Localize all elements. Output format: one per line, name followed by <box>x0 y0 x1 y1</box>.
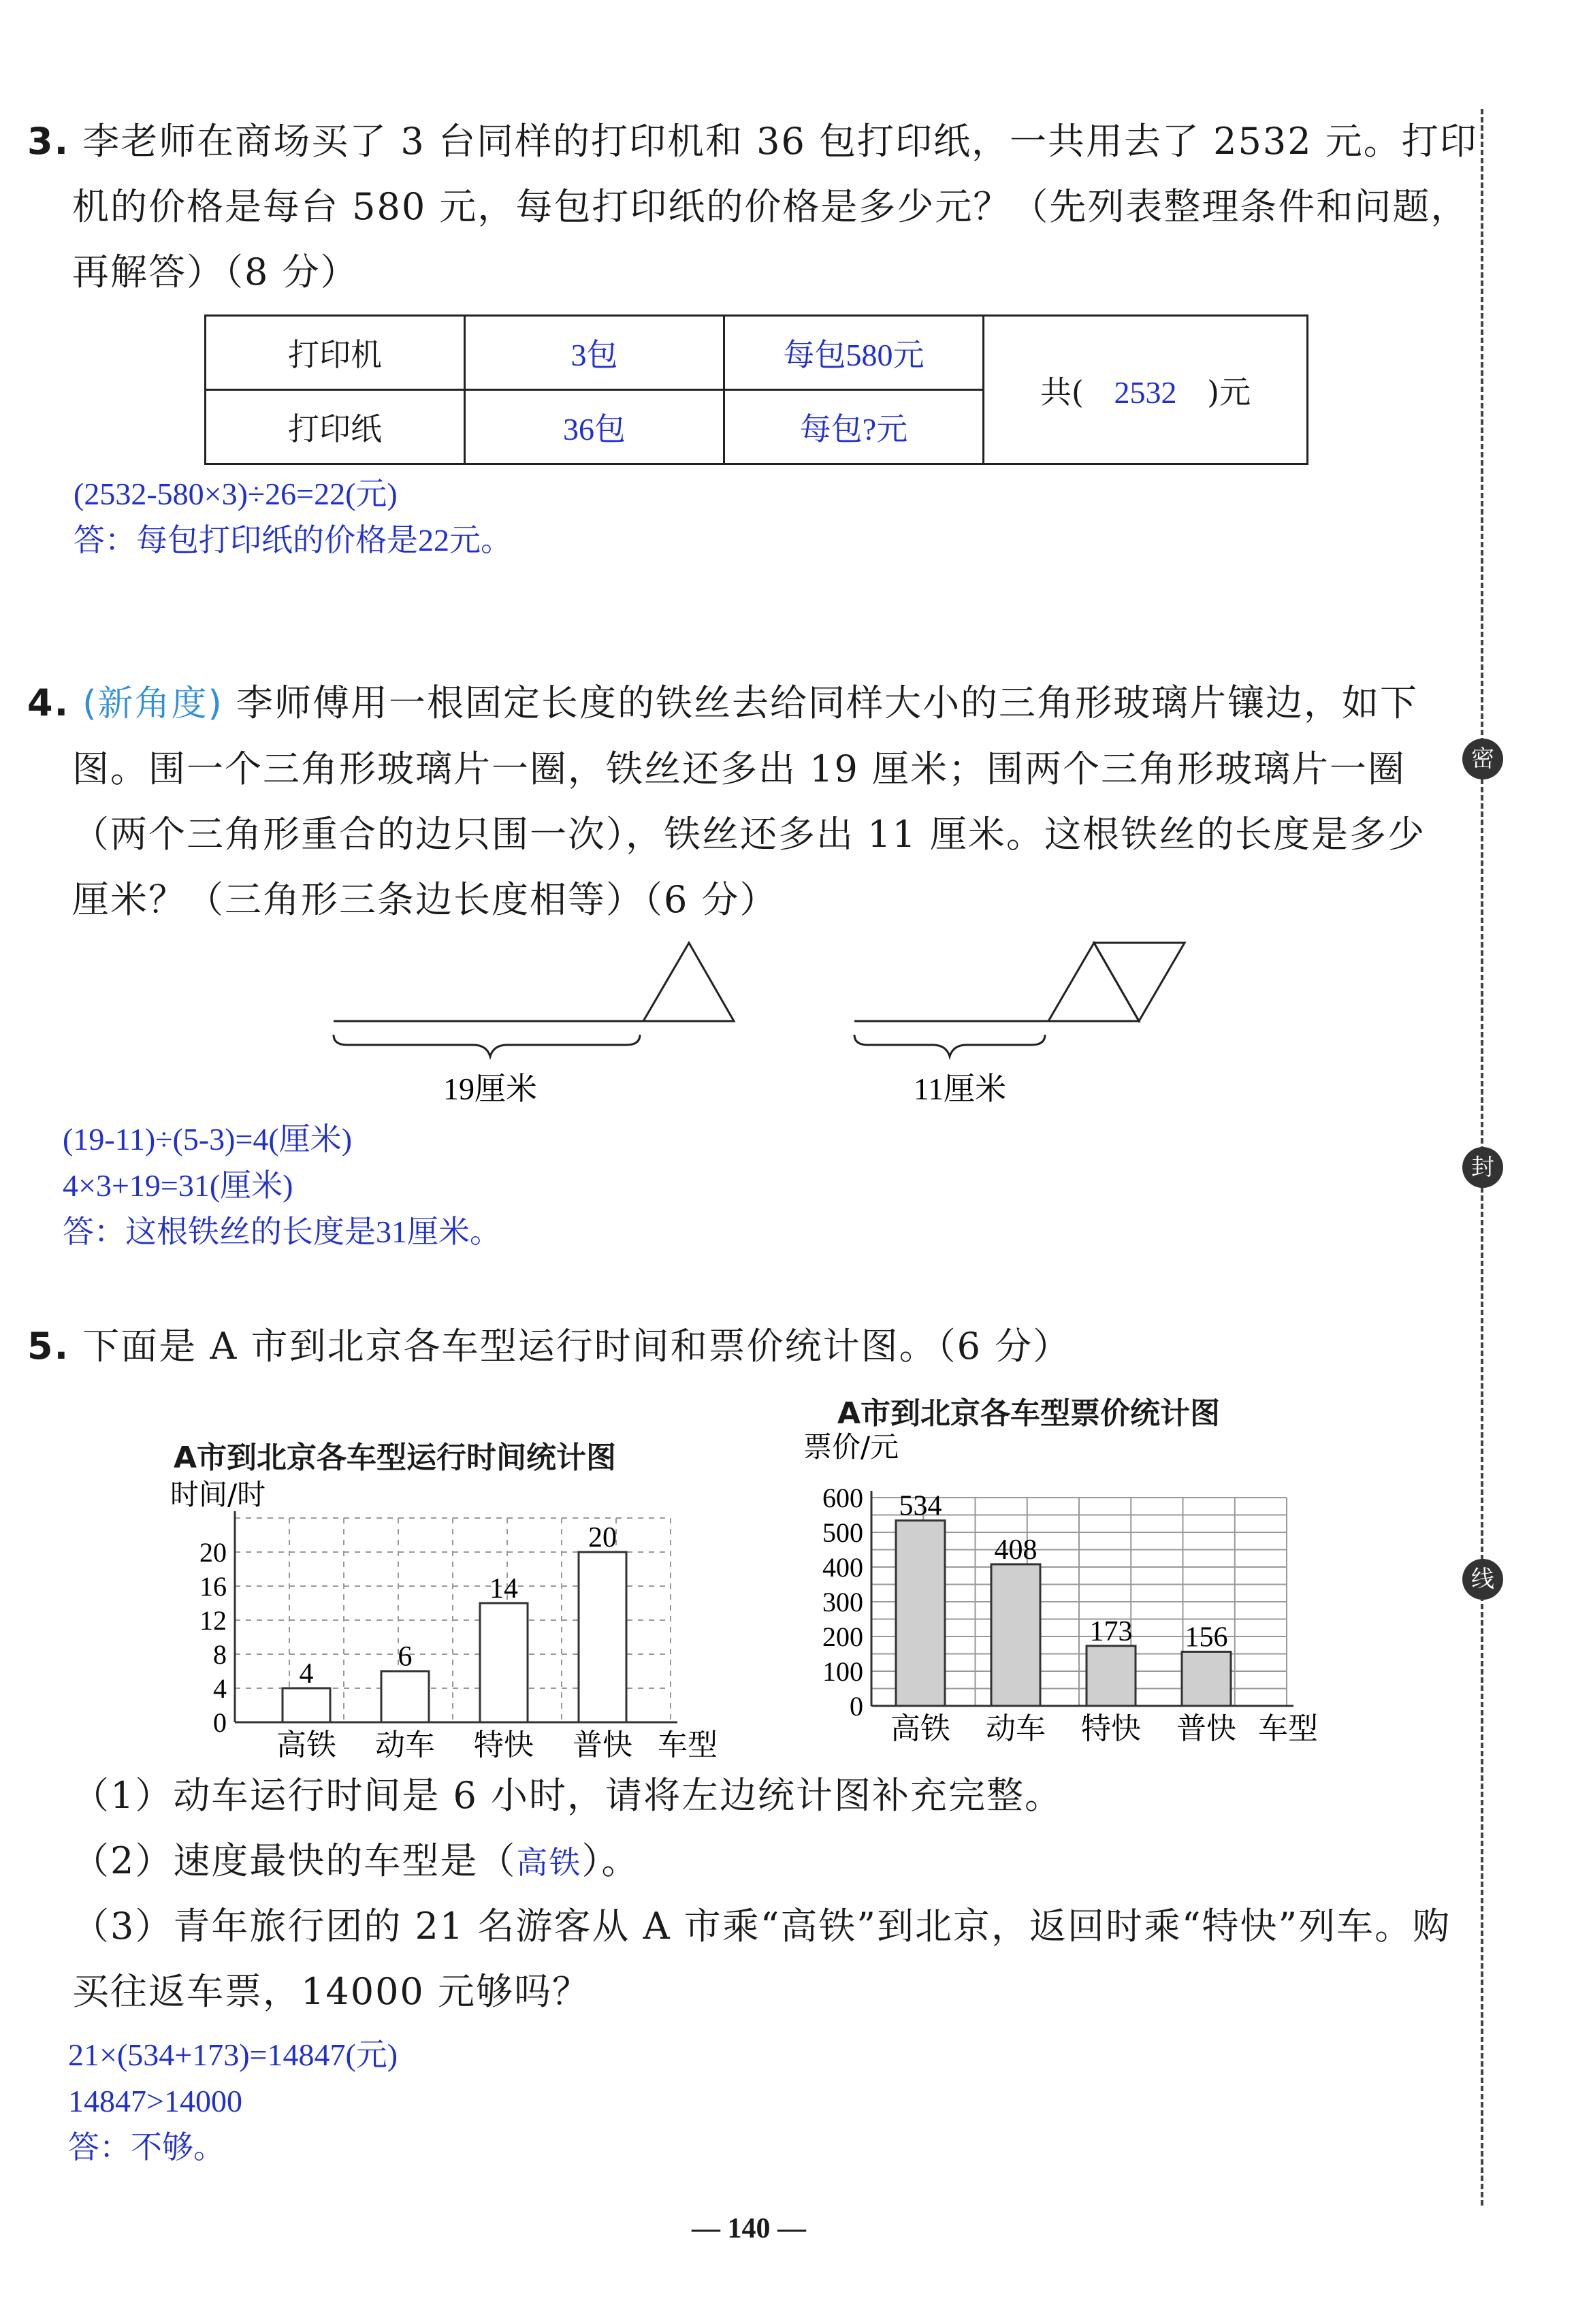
sub-question-2-prefix: （2）速度最快的车型是（ <box>72 1839 517 1882</box>
brace-left <box>334 1035 640 1056</box>
x-axis-label: 车型 <box>658 1728 718 1762</box>
y-tick-label: 300 <box>822 1587 863 1617</box>
sub-question-2-suffix: ）。 <box>581 1839 640 1882</box>
y-tick-label: 16 <box>199 1571 227 1602</box>
question-4-line-4: 厘米？（三角形三条边长度相等）（6 分） <box>72 878 778 921</box>
x-tick-label: 普快 <box>573 1728 632 1762</box>
table-cell: 打印纸 <box>206 390 465 464</box>
bar-value-label: 20 <box>588 1522 617 1553</box>
question-3-line-3: 再解答）（8 分） <box>72 251 359 293</box>
bar-value-label: 14 <box>489 1573 518 1604</box>
seal-mark-feng: 封 <box>1462 1147 1503 1188</box>
bar-value-label: 4 <box>299 1658 314 1690</box>
answer-line: 21×(534+173)=14847(元) <box>68 2037 398 2072</box>
y-tick-label: 400 <box>822 1552 863 1583</box>
x-tick-label: 普快 <box>1176 1711 1236 1746</box>
question-number: 3. <box>27 120 70 163</box>
answer-line: 14847>14000 <box>68 2084 242 2118</box>
bar <box>896 1521 945 1706</box>
answer-line: (2532-580×3)÷26=22(元) <box>74 477 398 511</box>
y-tick-label: 100 <box>822 1656 863 1687</box>
bar-value-label: 534 <box>899 1490 942 1522</box>
label-19cm: 19厘米 <box>443 1071 537 1106</box>
sub-question-3-line-2: 买往返车票，14000 元够吗？ <box>72 1970 590 2013</box>
y-tick-label: 20 <box>199 1537 227 1568</box>
y-tick-label: 600 <box>822 1483 863 1513</box>
x-tick-label: 特快 <box>474 1728 534 1762</box>
triangle-single <box>643 943 734 1021</box>
question-4 <box>27 671 1426 933</box>
condition-table <box>204 314 1308 465</box>
bar <box>579 1552 626 1722</box>
y-tick-label: 0 <box>850 1691 863 1722</box>
triangle-pair-2 <box>1094 943 1185 1021</box>
page-number: — 140 — <box>692 2213 806 2244</box>
x-axis-label: 车型 <box>1258 1711 1318 1746</box>
question-4-line-3: （两个三角形重合的边只围一次），铁丝还多出 11 厘米。这根铁丝的长度是多少 <box>72 813 1426 856</box>
x-tick-label: 高铁 <box>276 1728 336 1762</box>
bar <box>991 1564 1040 1706</box>
question-5-subs <box>72 1763 1451 2024</box>
table-total-cell <box>984 316 1308 464</box>
question-5-answer <box>68 2032 398 2171</box>
sub-question-2 <box>72 1828 1451 1894</box>
table-cell: 打印机 <box>206 316 465 390</box>
chart-1-title: A市到北京各车型运行时间统计图 <box>174 1440 617 1475</box>
question-3-answer <box>74 471 512 564</box>
sub-question-2-answer: 高铁 <box>516 1844 582 1881</box>
bar <box>1182 1651 1231 1706</box>
question-number: 4. <box>27 681 70 724</box>
question-3 <box>27 109 1478 305</box>
answer-line: 答：这根铁丝的长度是31厘米。 <box>63 1214 501 1249</box>
x-tick-label: 高铁 <box>890 1711 950 1746</box>
chart-2-title: A市到北京各车型票价统计图 <box>837 1396 1221 1431</box>
table-cell: 每包?元 <box>724 390 984 464</box>
answer-line: 答：每包打印纸的价格是22元。 <box>74 523 512 558</box>
bar-value-label: 408 <box>994 1534 1038 1566</box>
question-number: 5. <box>27 1325 70 1368</box>
question-5-intro: 下面是 A 市到北京各车型运行时间和票价统计图。（6 分） <box>82 1325 1072 1368</box>
table-cell: 36包 <box>465 390 724 464</box>
new-angle-tag: (新角度) <box>82 683 223 724</box>
triangle-pair-1 <box>1048 943 1139 1021</box>
y-tick-label: 0 <box>213 1707 227 1738</box>
answer-line: 4×3+19=31(厘米) <box>63 1168 293 1203</box>
answer-line: (19-11)÷(5-3)=4(厘米) <box>63 1122 353 1157</box>
table-cell: 每包580元 <box>724 316 984 390</box>
total-suffix: )元 <box>1207 373 1251 410</box>
question-4-line-1: 李师傅用一根固定长度的铁丝去给同样大小的三角形玻璃片镶边，如下 <box>236 681 1419 724</box>
price-bar-chart <box>790 1430 1389 1756</box>
bar <box>1087 1646 1136 1706</box>
y-tick-label: 4 <box>213 1673 227 1704</box>
bar <box>381 1671 429 1722</box>
y-tick-label: 500 <box>822 1517 863 1548</box>
table-cell: 3包 <box>465 316 724 390</box>
sub-question-1: （1）动车运行时间是 6 小时，请将左边统计图补充完整。 <box>72 1774 1063 1817</box>
question-5 <box>27 1314 1071 1379</box>
answer-line: 答：不够。 <box>68 2130 225 2165</box>
time-bar-chart <box>167 1470 752 1770</box>
total-value: 2532 <box>1114 374 1177 410</box>
x-tick-label: 动车 <box>375 1728 435 1762</box>
y-axis-label: 时间/时 <box>170 1478 266 1511</box>
y-tick-label: 200 <box>822 1621 863 1652</box>
x-tick-label: 特快 <box>1081 1711 1141 1746</box>
y-tick-label: 12 <box>199 1605 227 1636</box>
question-4-line-2: 图。围一个三角形玻璃片一圈，铁丝还多出 19 厘米；围两个三角形玻璃片一圈 <box>72 747 1406 790</box>
y-axis-label: 票价/元 <box>803 1430 899 1464</box>
bar <box>480 1603 528 1722</box>
sub-question-3-line-1: （3）青年旅行团的 21 名游客从 A 市乘“高铁”到北京，返回时乘“特快”列车。购 <box>72 1905 1451 1948</box>
question-3-line-2: 机的价格是每台 580 元，每包打印纸的价格是多少元？（先列表整理条件和问题， <box>72 185 1469 228</box>
brace-right <box>854 1035 1045 1056</box>
bar-value-label: 173 <box>1089 1615 1133 1647</box>
bar-value-label: 156 <box>1185 1621 1228 1653</box>
seal-mark-mi: 密 <box>1462 739 1503 779</box>
bar-value-label: 6 <box>398 1641 413 1673</box>
seal-mark-xian: 线 <box>1462 1559 1503 1600</box>
bar <box>283 1688 330 1722</box>
question-3-line-1: 李老师在商场买了 3 台同样的打印机和 36 包打印纸，一共用去了 2532 元。打印 <box>82 120 1478 163</box>
label-11cm: 11厘米 <box>913 1071 1007 1106</box>
x-tick-label: 动车 <box>986 1711 1046 1746</box>
question-4-answer <box>63 1116 501 1255</box>
total-prefix: 共( <box>1040 373 1084 410</box>
y-tick-label: 8 <box>213 1639 227 1670</box>
